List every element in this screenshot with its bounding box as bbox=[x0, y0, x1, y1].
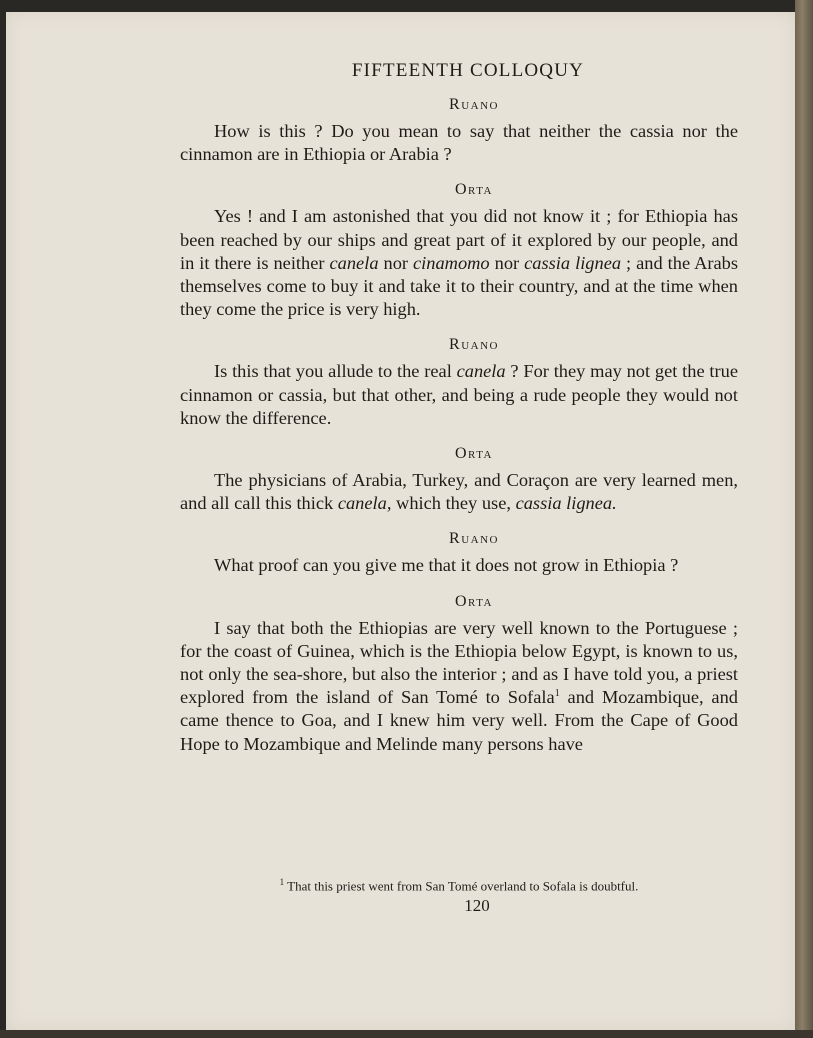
text-block bbox=[180, 60, 738, 771]
adjacent-page-edge bbox=[795, 0, 813, 1038]
text-run: Yes ! and I am astonished that you did not know it ; for Ethiopia has been reached by our ships and great part of it explored by our people, and in it there is neither bbox=[180, 206, 738, 273]
footnote-marker: 1 bbox=[279, 877, 285, 887]
text-run: and Mozambique, and came thence to Goa, and I knew him very well. From the Cape of Good Hope to Mozambique and Melinde many persons have bbox=[180, 687, 738, 754]
italic-term: cassia lignea. bbox=[515, 493, 617, 514]
bottom-shadow bbox=[0, 1030, 813, 1038]
text-run: nor bbox=[489, 252, 525, 273]
page-number: 120 bbox=[464, 896, 490, 915]
text-run: which they use, bbox=[391, 493, 516, 514]
speaker-name: Ruano bbox=[449, 96, 499, 113]
italic-term: canela bbox=[456, 361, 506, 382]
text-run: How is this ? Do you mean to say that neither the cassia nor the cinnamon are in Ethiopia or Arabia ? bbox=[180, 121, 738, 165]
text-run: What proof can you give me that it does not grow in Ethiopia ? bbox=[214, 555, 679, 576]
italic-term: canela, bbox=[337, 493, 392, 514]
text-run: The physicians of Arabia, Turkey, and Coraçon are very learned men, and all call this thick bbox=[180, 470, 738, 514]
speaker-name: Orta bbox=[454, 445, 493, 463]
footnote-reference: 1 bbox=[554, 688, 560, 700]
italic-term: cinamomo bbox=[413, 252, 490, 273]
text-run: Is this that you allude to the real bbox=[214, 361, 457, 382]
text-run: ; and the Arabs themselves come to buy it and take it to their country, and at the time when they come the price is very high. bbox=[180, 252, 739, 320]
dialogue-paragraph bbox=[180, 120, 738, 166]
text-run: I say that both the Ethiopias are very well known to the Portuguese ; for the coast of Guinea, which is the Ethiopia below Egypt, is known to us, not only the sea-shore, but also the interior ; and as I have told you, a priest explored from the island of San Tomé to Sofala bbox=[180, 617, 738, 708]
text-run: nor bbox=[378, 252, 414, 273]
running-head: FIFTEENTH COLLOQUY bbox=[351, 60, 585, 81]
footnote bbox=[180, 877, 738, 894]
speaker-name: Orta bbox=[454, 592, 493, 610]
italic-term: cassia lignea bbox=[524, 252, 622, 273]
dialogue-paragraph bbox=[180, 205, 738, 321]
dialogue-paragraph bbox=[180, 617, 738, 756]
footnote-text: That this priest went from San Tomé overland to Sofala is doubtful. bbox=[284, 878, 639, 894]
italic-term: canela bbox=[329, 252, 379, 273]
speaker-name: Orta bbox=[454, 181, 493, 199]
dialogue-paragraph bbox=[180, 554, 738, 577]
dialogue-paragraph bbox=[180, 469, 738, 515]
text-run: ? For they may not get the true cinnamon or cassia, but that other, and being a rude people they would not know the difference. bbox=[180, 361, 738, 428]
speaker-name: Ruano bbox=[449, 336, 499, 354]
dialogue-paragraph bbox=[180, 360, 738, 430]
dialogue-body bbox=[180, 96, 738, 756]
speaker-name: Ruano bbox=[449, 530, 499, 548]
